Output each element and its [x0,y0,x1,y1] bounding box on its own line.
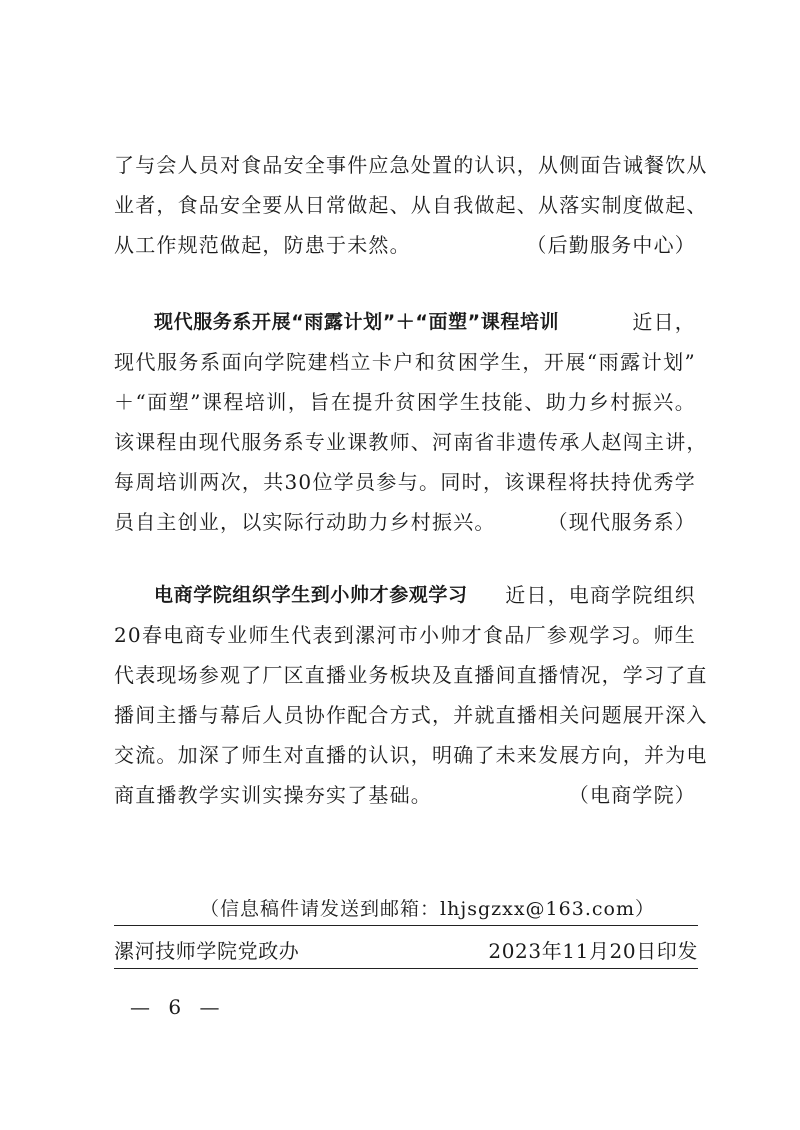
text-line: 商直播教学实训实操夯实了基础。 [114,783,432,807]
text-line: 了与会人员对食品安全事件应急处置的认识，从侧面告诫餐饮从 [114,153,708,177]
text-line: 20春电商专业师生代表到漯河市小帅才食品厂参观学习。师生 [114,623,696,647]
heading-line [114,302,696,342]
issuer-line [114,935,698,964]
news-headline: 电商学院组织学生到小帅才参观学习 [154,584,468,606]
source-attribution: （现代服务系） [547,510,696,534]
text-line: 员自主创业，以实际行动助力乡村振兴。 [114,510,496,534]
text-line: 该课程由现代服务系专业课教师、河南省非遗传承人赵闯主讲， [114,430,708,454]
page-number: — 6 — [130,995,226,1019]
text-line: 每周培训两次，共30位学员参与。同时，该课程将扶持优秀学 [114,470,696,494]
issue-date: 2023年11月20日印发 [488,939,698,963]
footer-top-rule [114,925,698,926]
text-line-last [114,502,696,542]
source-attribution: （后勤服务中心） [526,233,696,257]
text-line-last [114,775,696,815]
submission-email-note: （信息稿件请发送到邮箱：lhjsgzxx@163.com） [200,898,655,920]
paragraph-logistics [114,145,708,265]
paragraph-ecommerce [114,575,708,815]
footer-bottom-rule [114,968,698,969]
heading-line [114,575,696,615]
text-line: 代表现场参观了厂区直播业务板块及直播间直播情况，学习了直 [114,663,708,687]
text-line-last [114,225,696,265]
text-line: 近日， [632,310,696,334]
text-line: 现代服务系面向学院建档立卡户和贫困学生，开展“雨露计划” [114,350,696,374]
issuer-name: 漯河技师学院党政办 [114,939,300,963]
text-line: 近日，电商学院组织 [505,583,696,607]
news-headline: 现代服务系开展“雨露计划”＋“面塑”课程培训 [154,311,560,333]
text-line: 从工作规范做起，防患于未然。 [114,233,411,257]
text-line: 交流。加深了师生对直播的认识，明确了未来发展方向，并为电 [114,743,708,767]
text-line: ＋“面塑”课程培训，旨在提升贫困学生技能、助力乡村振兴。 [114,390,696,414]
paragraph-modern-service [114,302,708,542]
text-line: 业者，食品安全要从日常做起、从自我做起、从落实制度做起、 [114,193,708,217]
text-line: 播间主播与幕后人员协作配合方式，并就直播相关问题展开深入 [114,703,708,727]
source-attribution: （电商学院） [568,783,696,807]
